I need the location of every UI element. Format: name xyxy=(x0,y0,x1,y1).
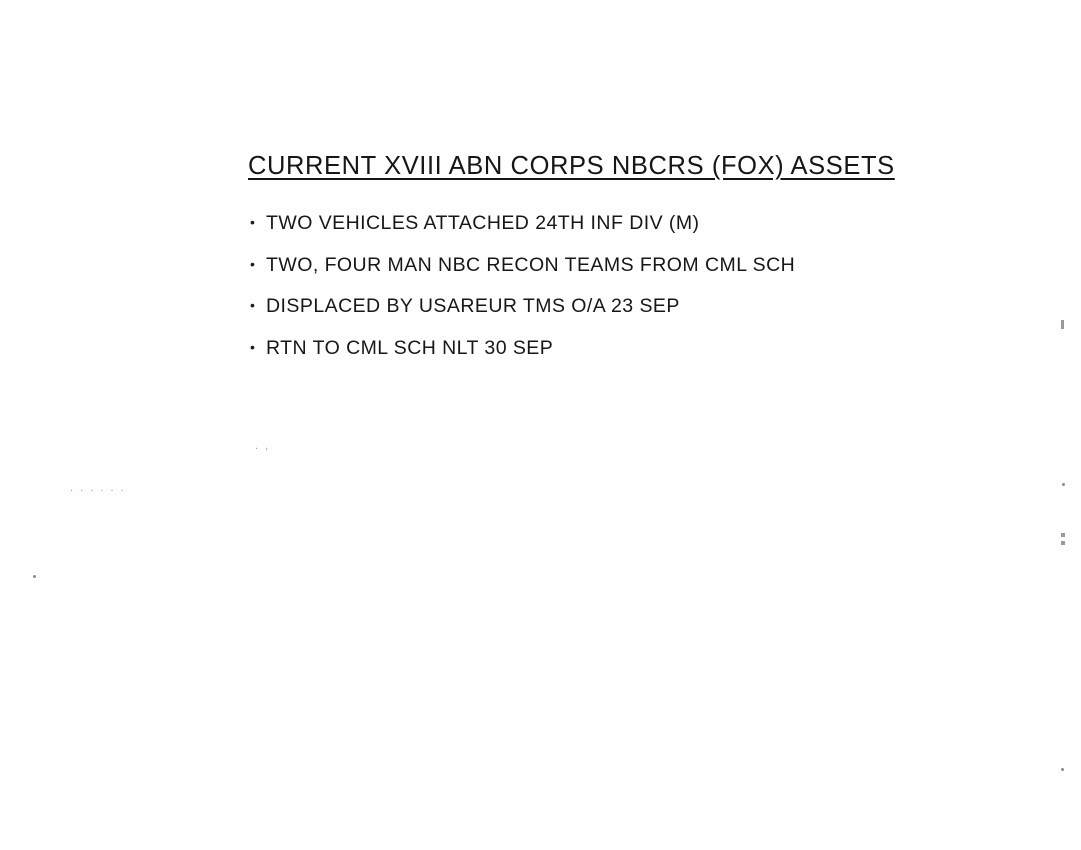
page-title: CURRENT XVIII ABN CORPS NBCRS (FOX) ASSETS xyxy=(248,152,895,180)
scan-dash xyxy=(1061,533,1065,537)
bullet-list xyxy=(250,212,1030,378)
scan-speck xyxy=(1062,483,1065,486)
list-item xyxy=(250,212,1030,235)
scan-speck xyxy=(1061,768,1064,771)
bullet-marker-icon: • xyxy=(250,338,255,355)
list-item-label: DISPLACED BY USAREUR TMS O/A 23 SEP xyxy=(266,295,680,317)
list-item xyxy=(250,254,1030,277)
list-item-label: RTN TO CML SCH NLT 30 SEP xyxy=(266,336,554,359)
scan-dash xyxy=(1061,541,1065,545)
scan-artifact-left: . . . . . . xyxy=(70,482,126,494)
bullet-marker-icon: • xyxy=(250,255,255,272)
bullet-marker-icon: • xyxy=(250,214,255,230)
scan-artifact-mid: . , xyxy=(255,440,271,452)
scan-speck xyxy=(33,575,36,578)
list-item xyxy=(250,295,1030,318)
bullet-marker-icon: • xyxy=(250,297,255,313)
list-item xyxy=(250,337,1030,360)
list-item-label: TWO, FOUR MAN NBC RECON TEAMS FROM CML SCH xyxy=(266,253,796,276)
scan-dash xyxy=(1061,320,1064,329)
list-item-label: TWO VEHICLES ATTACHED 24TH INF DIV (M) xyxy=(266,212,700,234)
